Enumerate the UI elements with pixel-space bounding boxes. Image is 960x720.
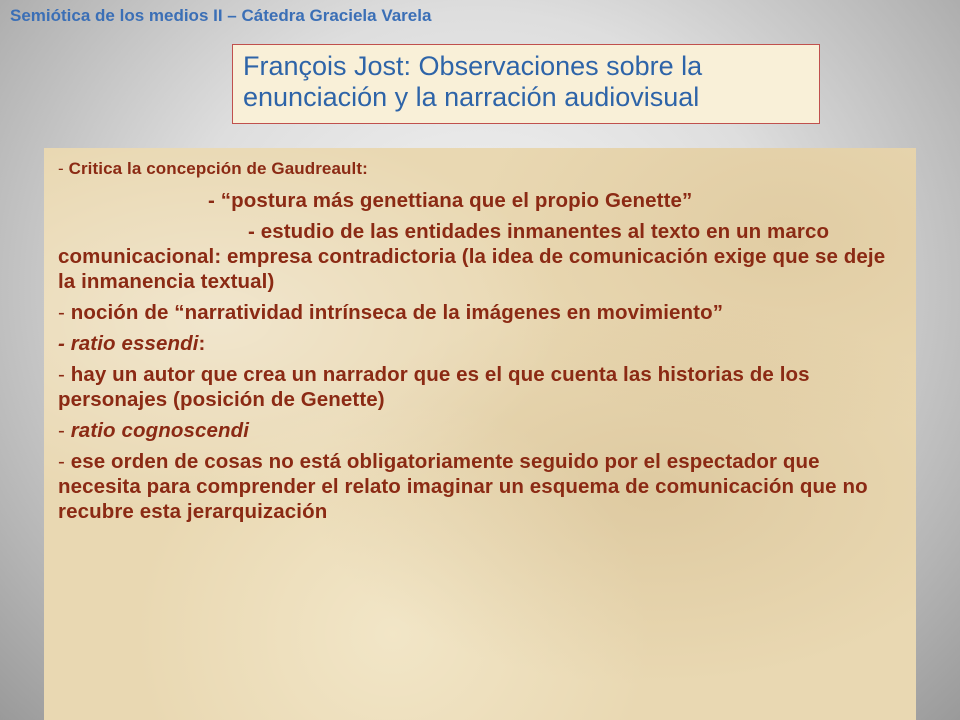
bullet-text: - ratio essendi <box>58 332 199 355</box>
bullet-critica <box>58 158 902 180</box>
bullet-dash: - <box>58 363 71 386</box>
bullet-dash: - <box>58 450 71 473</box>
bullet-suffix: : <box>198 332 206 355</box>
bullet-text: - “postura más genettiana que el propio Genette” <box>208 189 693 212</box>
content-panel <box>44 148 916 720</box>
bullet-text: Critica la concepción de Gaudreault: <box>68 159 368 178</box>
bullet-orden <box>58 449 902 524</box>
bullet-text: hay un autor que crea un narrador que es el que cuenta las historias de los personajes (posición de Genette) <box>58 363 810 411</box>
bullet-autor <box>58 362 902 412</box>
bullet-text: ratio cognoscendi <box>70 419 249 442</box>
bullet-estudio <box>58 219 902 294</box>
slide-title-line-1: François Jost: Observaciones sobre la <box>243 51 703 81</box>
course-header: Semiótica de los medios II – Cátedra Graciela Varela <box>10 6 432 25</box>
bullet-ratio-cognoscendi <box>58 418 902 443</box>
bullet-postura <box>58 188 902 213</box>
bullet-dash: - <box>58 419 71 442</box>
bullet-dash: - <box>58 301 71 324</box>
bullet-nocion <box>58 300 902 325</box>
slide-title-box <box>232 44 820 124</box>
bullet-ratio-essendi <box>58 331 902 356</box>
bullet-text: - estudio de las entidades inmanentes al texto en un marco comunicacional: empresa contradictoria (la idea de comunicación exige que se deje la inmanencia textual) <box>58 220 886 293</box>
bullet-text: ese orden de cosas no está obligatoriamente seguido por el espectador que necesita para comprender el relato imaginar un esquema de comunicación que no recubre esta jerarquización <box>58 450 868 523</box>
bullet-dash: - <box>58 159 69 178</box>
bullet-text: noción de “narratividad intrínseca de la imágenes en movimiento” <box>70 301 724 324</box>
slide-title-line-2: enunciación y la narración audiovisual <box>243 82 700 112</box>
